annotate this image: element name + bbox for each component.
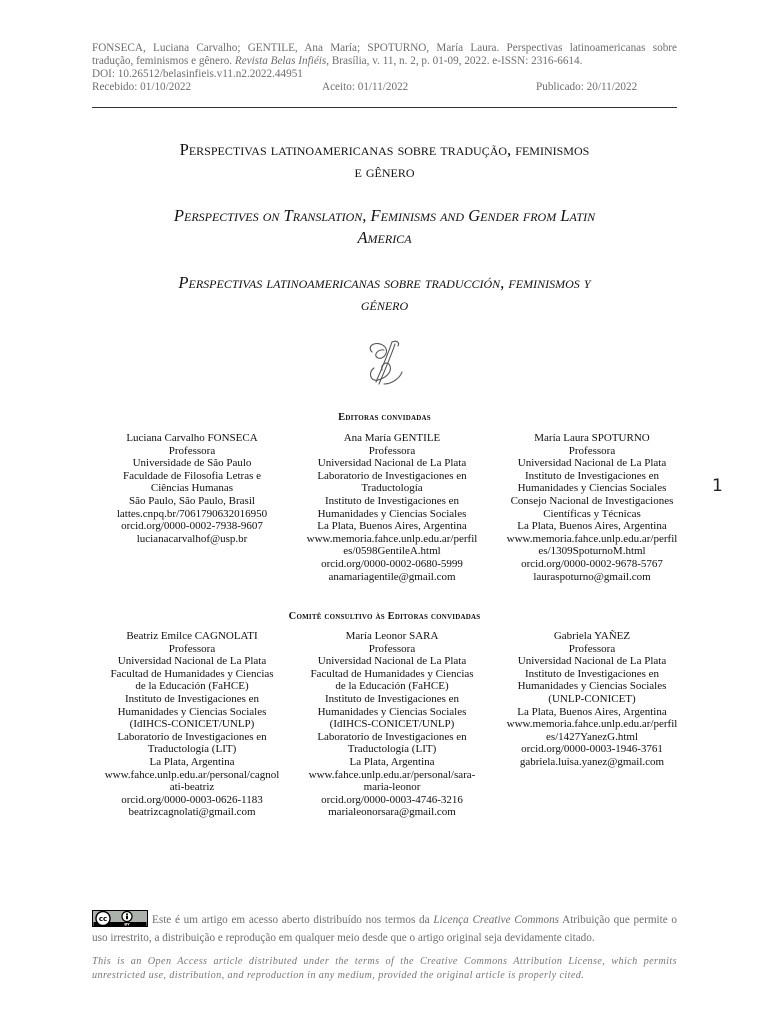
advisor-name: María Leonor SARA — [345, 630, 439, 642]
advisor-affiliation: Humanidades y Ciencias Sociales — [517, 680, 667, 693]
advisor-affiliation: Facultad de Humanidades y Ciencias — [310, 667, 474, 680]
advisor-profile-link[interactable]: maria-leonor — [363, 781, 421, 794]
editor-role: Professora — [368, 444, 416, 457]
received-date: Recebido: 01/10/2022 — [92, 81, 192, 93]
editor-affiliation: Faculdade de Filosofia Letras e — [122, 469, 262, 482]
editor-location: La Plata, Buenos Aires, Argentina — [317, 520, 467, 533]
editor-profile-link[interactable]: www.memoria.fahce.unlp.edu.ar/perfil — [506, 532, 678, 545]
editor-orcid-link[interactable]: orcid.org/0000-0002-0680-5999 — [321, 557, 463, 570]
svg-text:cc: cc — [98, 915, 108, 923]
journal-monogram-icon — [362, 338, 408, 388]
advisor-affiliation: Instituto de Investigaciones en — [324, 692, 460, 705]
editor-location: São Paulo, São Paulo, Brasil — [129, 494, 255, 507]
advisor-affiliation: (IdIHCS-CONICET/UNLP) — [329, 718, 455, 731]
guest-editors-heading: Editoras convidadas — [338, 412, 431, 423]
editor-affiliation: Científicas y Técnicas — [543, 507, 641, 520]
advisor-card — [292, 630, 492, 819]
license-english-notice: This is an Open Access article distributed under the terms of the Creative Commons Attribution License, which permits unrestricted use, distribution, and reproduction in any medium, provided the original article is properly cited. — [92, 956, 677, 981]
advisor-affiliation: Instituto de Investigaciones en — [124, 692, 260, 705]
published-date: Publicado: 20/11/2022 — [536, 81, 638, 93]
editor-name: Luciana Carvalho FONSECA — [126, 432, 258, 444]
title-line: America — [357, 228, 412, 247]
editor-orcid-link[interactable]: orcid.org/0000-0002-9678-5767 — [521, 557, 663, 570]
advisor-card — [92, 630, 292, 819]
advisor-profile-link[interactable]: www.fahce.unlp.edu.ar/personal/cagnol — [104, 768, 280, 781]
license-notice — [92, 910, 677, 945]
advisor-orcid-link[interactable]: orcid.org/0000-0003-1946-3761 — [521, 743, 663, 756]
advisor-affiliation: Traductología (LIT) — [147, 743, 237, 756]
advisor-affiliation: Universidad Nacional de La Plata — [117, 655, 267, 668]
advisor-affiliation: (IdIHCS-CONICET/UNLP) — [129, 718, 255, 731]
editor-profile-link[interactable]: es/1309SpoturnoM.html — [538, 545, 646, 558]
title-english — [92, 205, 677, 249]
advisor-affiliation: de la Educación (FaHCE) — [135, 680, 249, 693]
editor-profile-link[interactable]: www.memoria.fahce.unlp.edu.ar/perfil — [306, 532, 478, 545]
editor-email[interactable]: lucianacarvalhof@usp.br — [136, 532, 248, 545]
editor-affiliation: Instituto de Investigaciones en — [324, 494, 460, 507]
editor-role: Professora — [168, 444, 216, 457]
editor-affiliation: Universidad Nacional de La Plata — [317, 457, 467, 470]
editor-affiliation: Traductología — [361, 482, 423, 495]
editor-email[interactable]: anamariagentile@gmail.com — [328, 570, 456, 583]
accepted-date: Aceito: 01/11/2022 — [322, 81, 409, 93]
advisory-committee-heading: Comitê consultivo às Editoras convidadas — [288, 611, 481, 622]
editor-affiliation: Universidad Nacional de La Plata — [517, 457, 667, 470]
guest-editors-list — [92, 432, 692, 583]
citation-text: , Brasília, v. 11, n. 2, p. 01-09, 2022. e-ISSN: 2316-6614. — [326, 55, 583, 67]
advisor-name: Beatriz Emilce CAGNOLATI — [126, 630, 258, 642]
advisor-affiliation: Laboratorio de Investigaciones en — [317, 730, 467, 743]
editor-orcid-link[interactable]: orcid.org/0000-0002-7938-9607 — [121, 520, 263, 533]
advisor-role: Professora — [568, 642, 616, 655]
advisor-affiliation: Facultad de Humanidades y Ciencias — [110, 667, 274, 680]
editor-affiliation: Universidade de São Paulo — [132, 457, 252, 470]
license-text: Este é um artigo em acesso aberto distribuído nos termos da — [152, 914, 434, 926]
advisor-affiliation: (UNLP-CONICET) — [548, 692, 636, 705]
title-line: e gênero — [354, 162, 415, 181]
title-portuguese — [92, 139, 677, 183]
citation-line: FONSECA, Luciana Carvalho; GENTILE, Ana María; SPOTURNO, María Laura. Perspectivas latinoamericanas sobre — [92, 42, 677, 54]
citation-header — [92, 42, 677, 94]
page-number: 1 — [712, 476, 723, 496]
advisor-name: Gabriela YAÑEZ — [553, 630, 631, 642]
advisor-affiliation: Universidad Nacional de La Plata — [317, 655, 467, 668]
advisor-affiliation: Humanidades y Ciencias Sociales — [317, 705, 467, 718]
advisor-card — [492, 630, 692, 819]
advisor-location: La Plata, Buenos Aires, Argentina — [517, 705, 667, 718]
advisor-email[interactable]: gabriela.luisa.yanez@gmail.com — [519, 755, 665, 768]
advisor-affiliation: Humanidades y Ciencias Sociales — [117, 705, 267, 718]
advisor-orcid-link[interactable]: orcid.org/0000-0003-4746-3216 — [321, 793, 463, 806]
advisory-committee-list — [92, 630, 692, 819]
journal-name: Revista Belas Infiéis — [234, 55, 327, 67]
title-spanish — [92, 272, 677, 316]
editor-affiliation: Instituto de Investigaciones en — [524, 469, 660, 482]
advisor-affiliation: Universidad Nacional de La Plata — [517, 655, 667, 668]
editor-affiliation: Humanidades y Ciencias Sociales — [517, 482, 667, 495]
advisor-affiliation: Instituto de Investigaciones en — [524, 667, 660, 680]
editor-card — [492, 432, 692, 583]
advisor-affiliation: de la Educación (FaHCE) — [335, 680, 449, 693]
editor-affiliation: Ciências Humanas — [150, 482, 234, 495]
editor-card — [92, 432, 292, 583]
article-dates — [92, 81, 677, 94]
advisor-profile-link[interactable]: es/1427YanezG.html — [545, 730, 639, 743]
advisor-profile-link[interactable]: www.fahce.unlp.edu.ar/personal/sara- — [308, 768, 476, 781]
advisor-role: Professora — [168, 642, 216, 655]
creative-commons-badge-icon[interactable] — [92, 910, 148, 932]
license-link[interactable]: Licença Creative Commons — [433, 914, 560, 926]
editor-affiliation: Humanidades y Ciencias Sociales — [317, 507, 467, 520]
advisor-affiliation: Laboratorio de Investigaciones en — [117, 730, 267, 743]
advisor-role: Professora — [368, 642, 416, 655]
advisor-email[interactable]: marialeonorsara@gmail.com — [328, 806, 456, 819]
editor-affiliation: Laboratorio de Investigaciones en — [317, 469, 467, 482]
title-line: Perspectivas latinoamericanas sobre tradução, feminismos — [179, 140, 590, 159]
advisor-profile-link[interactable]: www.memoria.fahce.unlp.edu.ar/perfil — [506, 718, 678, 731]
license-text: Atribuição que permite o uso irrestrito, a distribuição e reprodução em qualquer meio desde que o artigo original seja devidamente citado. — [92, 914, 678, 944]
editor-profile-link[interactable]: es/0598GentileA.html — [343, 545, 441, 558]
editor-role: Professora — [568, 444, 616, 457]
editor-lattes-link[interactable]: lattes.cnpq.br/7061790632016950 — [116, 507, 268, 520]
svg-text:BY: BY — [124, 921, 130, 927]
advisor-location: La Plata, Argentina — [149, 755, 235, 768]
editor-email[interactable]: lauraspoturno@gmail.com — [533, 570, 651, 583]
title-line: Perspectives on Translation, Feminisms and Gender from Latin — [173, 206, 596, 225]
editor-name: Ana María GENTILE — [343, 432, 441, 444]
doi[interactable]: DOI: 10.26512/belasinfieis.v11.n2.2022.44951 — [92, 68, 303, 80]
citation-line — [92, 55, 677, 68]
citation-text: tradução, feminismos e gênero. — [92, 55, 233, 67]
advisor-orcid-link[interactable]: orcid.org/0000-0003-0626-1183 — [121, 793, 263, 806]
title-line: Perspectivas latinoamericanas sobre traducción, feminismos y — [178, 273, 591, 292]
editor-affiliation: Consejo Nacional de Investigaciones — [510, 494, 674, 507]
header-rule — [92, 107, 677, 108]
title-line: género — [360, 295, 409, 314]
editor-card — [292, 432, 492, 583]
editor-location: La Plata, Buenos Aires, Argentina — [517, 520, 667, 533]
advisor-email[interactable]: beatrizcagnolati@gmail.com — [128, 806, 256, 819]
advisor-affiliation: Traductología (LIT) — [347, 743, 437, 756]
advisor-location: La Plata, Argentina — [349, 755, 435, 768]
editor-name: María Laura SPOTURNO — [534, 432, 650, 444]
advisor-profile-link[interactable]: ati-beatriz — [169, 781, 215, 794]
